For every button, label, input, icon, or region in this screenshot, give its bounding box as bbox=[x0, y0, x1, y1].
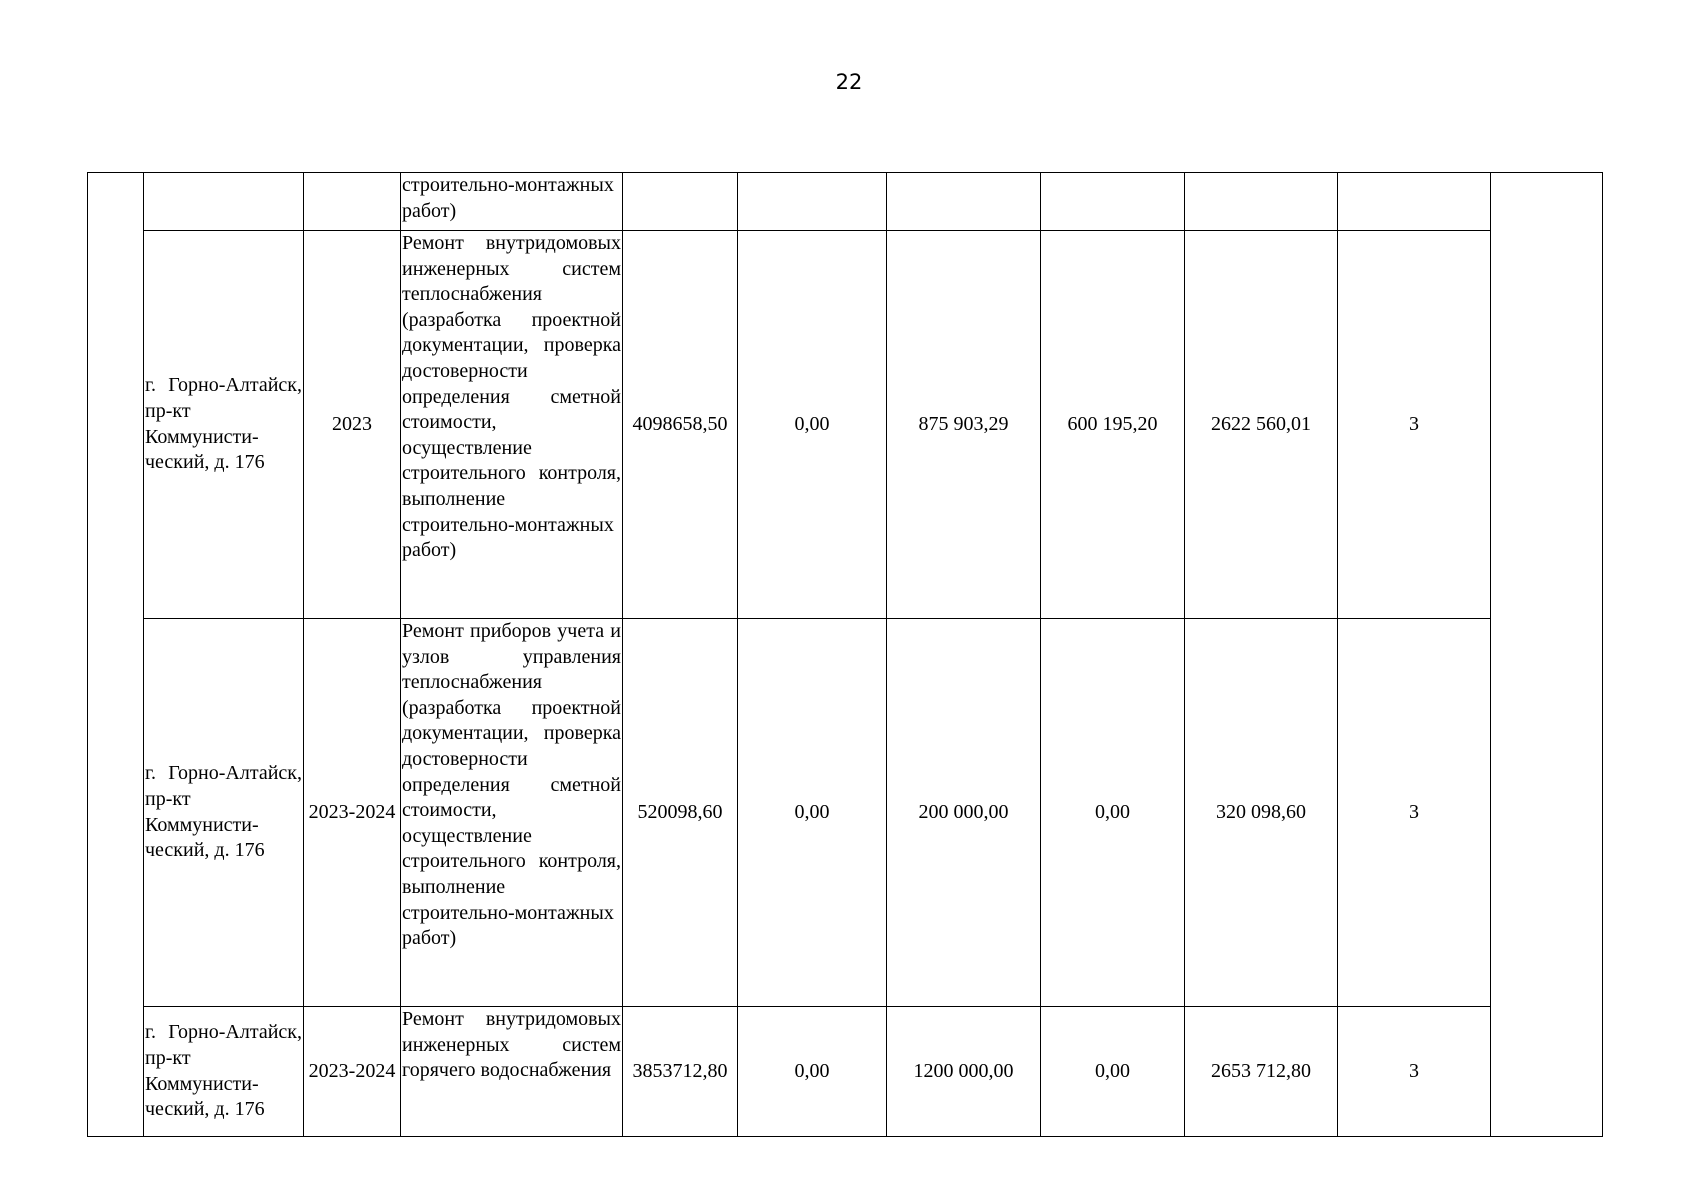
page-number: 22 bbox=[835, 70, 863, 94]
code-cell bbox=[1338, 173, 1491, 231]
amount-cell-b: 1200 000,00 bbox=[887, 1007, 1041, 1137]
address-cell: г. Горно-Алтайск, пр-кт Коммунисти-ческий, д. 176 bbox=[144, 619, 304, 1007]
amount-cell-d: 320 098,60 bbox=[1185, 619, 1338, 1007]
amount-cell-b: 200 000,00 bbox=[887, 619, 1041, 1007]
period-cell: 2023 bbox=[304, 231, 401, 619]
program-table bbox=[87, 172, 1603, 1137]
amount-cell-a: 0,00 bbox=[738, 1007, 887, 1137]
total-cost-cell: 4098658,50 bbox=[623, 231, 738, 619]
total-cost-cell: 520098,60 bbox=[623, 619, 738, 1007]
address-cell: г. Горно-Алтайск, пр-кт Коммунисти-ческий, д. 176 bbox=[144, 1007, 304, 1137]
amount-cell-a: 0,00 bbox=[738, 619, 887, 1007]
total-cost-cell: 3853712,80 bbox=[623, 1007, 738, 1137]
code-cell: 3 bbox=[1338, 619, 1491, 1007]
amount-cell-c: 600 195,20 bbox=[1041, 231, 1185, 619]
amount-cell-d: 2622 560,01 bbox=[1185, 231, 1338, 619]
code-cell: 3 bbox=[1338, 1007, 1491, 1137]
table-row bbox=[88, 231, 1603, 619]
amount-cell-b: 875 903,29 bbox=[887, 231, 1041, 619]
amount-cell-c: 0,00 bbox=[1041, 619, 1185, 1007]
description-cell: строительно-монтажных работ) bbox=[401, 173, 623, 231]
total-cost-cell bbox=[623, 173, 738, 231]
table-row bbox=[88, 173, 1603, 231]
amount-cell-d: 2653 712,80 bbox=[1185, 1007, 1338, 1137]
description-cell: Ремонт внутридомовых инженерных систем горячего водоснабжения bbox=[401, 1007, 623, 1137]
period-cell: 2023-2024 bbox=[304, 619, 401, 1007]
amount-cell-b bbox=[887, 173, 1041, 231]
amount-cell-a: 0,00 bbox=[738, 231, 887, 619]
amount-cell-a bbox=[738, 173, 887, 231]
address-cell: г. Горно-Алтайск, пр-кт Коммунисти-ческий, д. 176 bbox=[144, 231, 304, 619]
amount-cell-c: 0,00 bbox=[1041, 1007, 1185, 1137]
description-cell: Ремонт внутридомовых инженерных систем теплоснабжения (разработка проектной документации, проверка достоверности определения сметной стоимости, осуществление строительного контроля, выполнение строительно-монтажных работ) bbox=[401, 231, 623, 619]
address-cell bbox=[144, 173, 304, 231]
code-cell: 3 bbox=[1338, 231, 1491, 619]
table-row bbox=[88, 1007, 1603, 1137]
table-row bbox=[88, 619, 1603, 1007]
amount-cell-d bbox=[1185, 173, 1338, 231]
description-cell: Ремонт приборов учета и узлов управления теплоснабжения (разработка проектной документации, проверка достоверности определения сметной стоимости, осуществление строительного контроля, выполнение строительно-монтажных работ) bbox=[401, 619, 623, 1007]
period-cell bbox=[304, 173, 401, 231]
row-number-cell bbox=[88, 173, 144, 1137]
period-cell: 2023-2024 bbox=[304, 1007, 401, 1137]
amount-cell-c bbox=[1041, 173, 1185, 231]
last-column-cell bbox=[1491, 173, 1603, 1137]
